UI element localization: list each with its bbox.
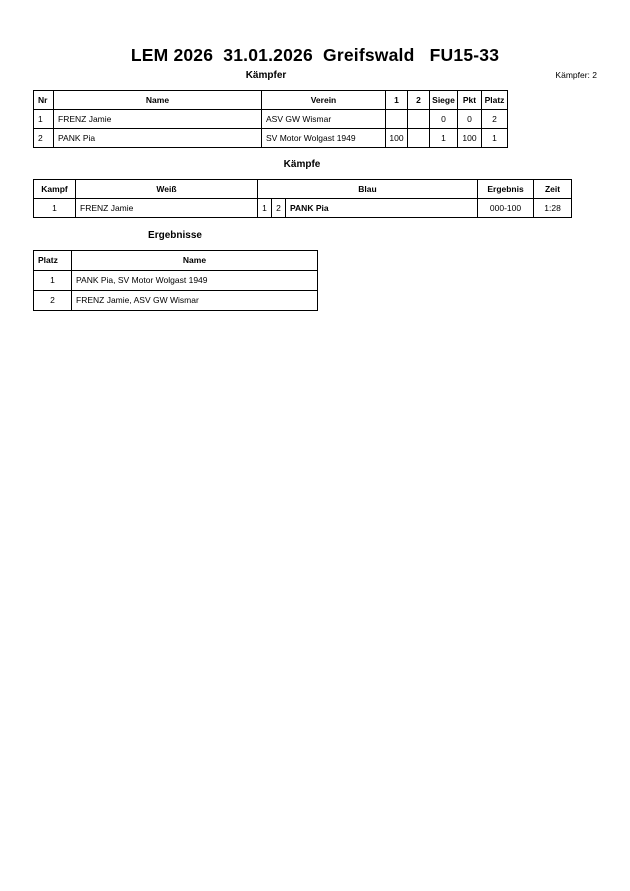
cell-platz: 2: [34, 291, 72, 311]
page-title: LEM 2026 31.01.2026 Greifswald FU15-33: [130, 45, 500, 65]
column-header-kampf: Kampf: [34, 180, 76, 199]
cell-weiss-nr: 1: [258, 199, 272, 218]
column-header-siege: Siege: [430, 91, 458, 110]
column-header-pkt: Pkt: [458, 91, 482, 110]
cell-pkt: 100: [458, 129, 482, 148]
column-header-blau: Blau: [258, 180, 478, 199]
column-header-ergebnis: Ergebnis: [478, 180, 534, 199]
column-header-platz: Platz: [482, 91, 508, 110]
cell-name: PANK Pia: [54, 129, 262, 148]
column-header-round-2: 2: [408, 91, 430, 110]
table-header-row: [34, 180, 572, 199]
cell-round-2: [408, 129, 430, 148]
cell-siege: 1: [430, 129, 458, 148]
cell-name: FRENZ Jamie, ASV GW Wismar: [72, 291, 318, 311]
cell-zeit: 1:28: [534, 199, 572, 218]
kaempfer-count: Kämpfer: 2: [555, 70, 597, 80]
cell-kampf: 1: [34, 199, 76, 218]
column-header-nr: Nr: [34, 91, 54, 110]
cell-blau-nr: 2: [272, 199, 286, 218]
cell-nr: 2: [34, 129, 54, 148]
cell-siege: 0: [430, 110, 458, 129]
column-header-verein: Verein: [262, 91, 386, 110]
table-row: [34, 199, 572, 218]
cell-platz: 1: [482, 129, 508, 148]
cell-round-1: [386, 110, 408, 129]
cell-blau-name: PANK Pia: [286, 199, 478, 218]
cell-nr: 1: [34, 110, 54, 129]
table-row: [34, 271, 318, 291]
table-header-row: [34, 251, 318, 271]
cell-weiss-name: FRENZ Jamie: [76, 199, 258, 218]
ergebnisse-table: [33, 250, 318, 311]
table-row: [34, 291, 318, 311]
column-header-name: Name: [72, 251, 318, 271]
kaempfe-table: [33, 179, 572, 218]
cell-platz: 2: [482, 110, 508, 129]
cell-name: FRENZ Jamie: [54, 110, 262, 129]
cell-verein: SV Motor Wolgast 1949: [262, 129, 386, 148]
column-header-round-1: 1: [386, 91, 408, 110]
column-header-platz: Platz: [34, 251, 72, 271]
cell-platz: 1: [34, 271, 72, 291]
kaempfer-caption: Kämpfer: [245, 70, 287, 81]
cell-round-2: [408, 110, 430, 129]
cell-round-1: 100: [386, 129, 408, 148]
cell-ergebnis: 000-100: [478, 199, 534, 218]
cell-pkt: 0: [458, 110, 482, 129]
table-row: [34, 110, 508, 129]
cell-name: PANK Pia, SV Motor Wolgast 1949: [72, 271, 318, 291]
column-header-zeit: Zeit: [534, 180, 572, 199]
column-header-weiss: Weiß: [76, 180, 258, 199]
kaempfe-caption: Kämpfe: [283, 159, 321, 170]
cell-verein: ASV GW Wismar: [262, 110, 386, 129]
ergebnisse-caption: Ergebnisse: [148, 230, 202, 241]
table-header-row: [34, 91, 508, 110]
kaempfer-table: [33, 90, 508, 148]
column-header-name: Name: [54, 91, 262, 110]
table-row: [34, 129, 508, 148]
